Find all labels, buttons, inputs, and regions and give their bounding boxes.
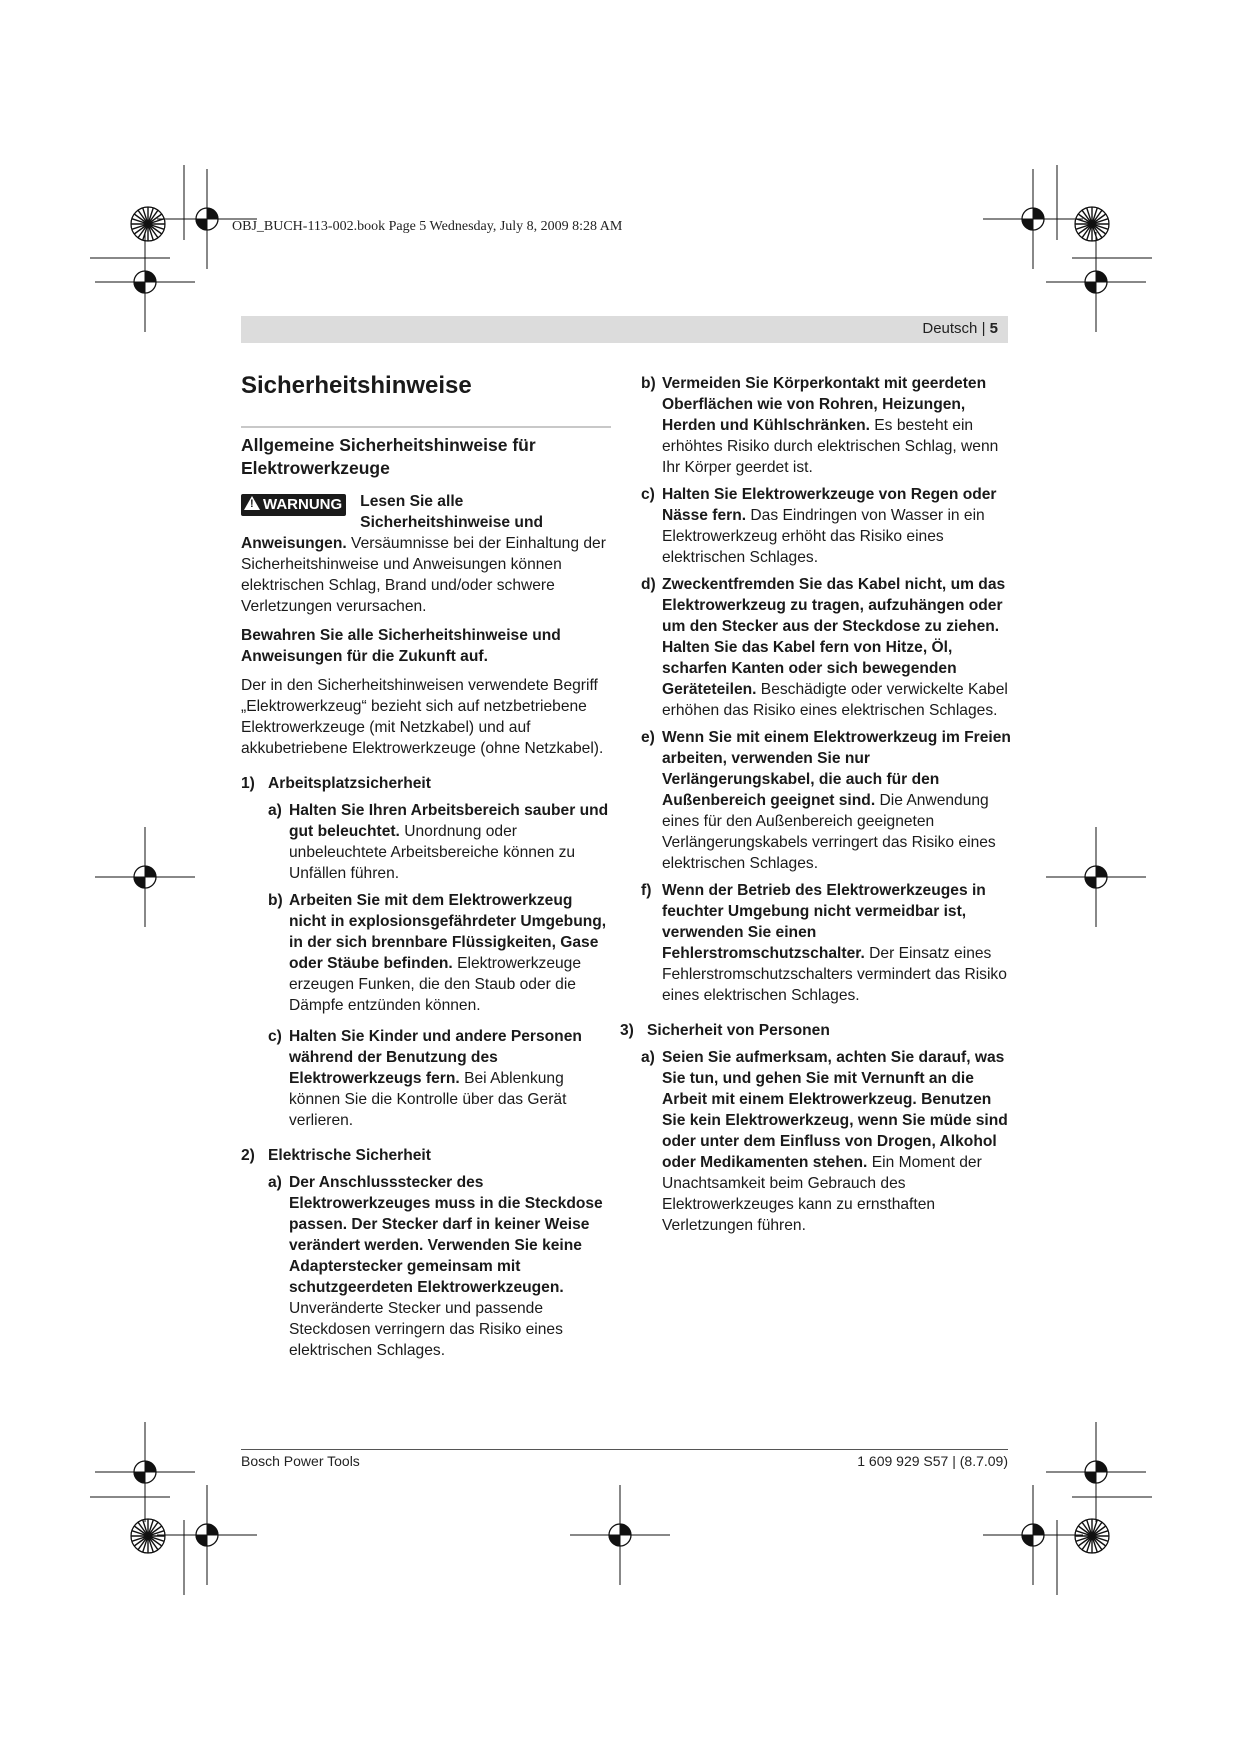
footer-brand: Bosch Power Tools bbox=[241, 1453, 360, 1469]
warning-triangle-icon: ! bbox=[244, 496, 260, 510]
list-item: d) Zweckentfremden Sie das Kabel nicht, um das Elektrowerkzeug zu tragen, aufzuhängen oder um den Stecker aus der Steckdose zu ziehen. Halten Sie das Kabel fern von Hitze, Öl, scharfen Kanten oder sich bewegenden Geräteteilen. Beschädigte oder verwickelte Kabel erhöhen das Risiko eines elektrischen Schlages. bbox=[641, 576, 1008, 719]
list-item: b) Vermeiden Sie Körperkontakt mit geerdeten Oberflächen wie von Rohren, Heizungen, Herden und Kühlschränken. Es besteht ein erhöhtes Risiko durch elektrischen Schlag, wenn Ihr Körper geerdet ist. bbox=[641, 375, 999, 476]
header-language: Deutsch bbox=[922, 320, 978, 337]
header-separator: | bbox=[981, 320, 986, 337]
list-item: a) Der Anschlussstecker des Elektrowerkzeuges muss in die Steckdose passen. Der Stecker darf in keiner Weise verändert werden. Verwenden Sie keine Adapterstecker gemeinsam mit schutzgeerdeten Elektrowerkzeugen. Unveränderte Stecker und passende Steckdosen verringern das Risiko eines elektrischen Schlages. bbox=[268, 1174, 603, 1359]
left-column bbox=[241, 370, 611, 1367]
book-file-line: OBJ_BUCH-113-002.book Page 5 Wednesday, July 8, 2009 8:28 AM bbox=[232, 219, 623, 234]
warning-text: Versäumnisse bei der Einhaltung der Sicherheitshinweise und Anweisungen können elektrischen Schlag, Brand und/oder schwere Verletzungen verursachen. bbox=[241, 535, 606, 615]
warning-badge bbox=[241, 494, 346, 516]
page-header-text bbox=[922, 320, 998, 337]
warning-label: WARNUNG bbox=[263, 496, 343, 513]
header-page-number: 5 bbox=[989, 320, 998, 337]
section-subtitle: Allgemeine Sicherheitshinweise für Elektrowerkzeuge bbox=[241, 435, 536, 478]
list-item: a) Seien Sie aufmerksam, achten Sie darauf, was Sie tun, und gehen Sie mit Vernunft an die Arbeit mit einem Elektrowerkzeug. Benutzen Sie kein Elektrowerkzeug, wenn Sie müde sind oder unter dem Einfluss von Drogen, Alkohol oder Medikamenten stehen. Ein Moment der Unachtsamkeit beim Gebrauch des Elektrowerkzeuges kann zu ernsthaften Verletzungen führen. bbox=[641, 1049, 1008, 1234]
page-title: Sicherheitshinweise bbox=[241, 372, 472, 399]
right-column bbox=[620, 373, 1011, 1242]
warning-paragraph bbox=[241, 491, 611, 617]
list-item: c) Halten Sie Elektrowerkzeuge von Regen oder Nässe fern. Das Eindringen von Wasser in ein Elektrowerkzeug erhöht das Risiko eines elektrischen Schlages. bbox=[641, 486, 997, 566]
warning-bold-text: Lesen Sie alle Sicherheitshinweise und Anweisungen. bbox=[241, 493, 544, 552]
section-3-heading: 3) Sicherheit von Personen bbox=[620, 1022, 830, 1039]
section-2-heading: 2) Elektrische Sicherheit bbox=[241, 1147, 431, 1164]
definition-paragraph: Der in den Sicherheitshinweisen verwendete Begriff „Elektrowerkzeug“ bezieht sich auf netzbetriebene Elektrowerkzeuge (mit Netzkabel) und auf akkubetriebene Elektrowerkzeuge (ohne Netzkabel). bbox=[241, 677, 604, 757]
list-item: b) Arbeiten Sie mit dem Elektrowerkzeug nicht in explosionsgefährdeter Umgebung, in der sich brennbare Flüssigkeiten, Gase oder Stäube befinden. Elektrowerkzeuge erzeugen Funken, die den Staub oder die Dämpfe entzünden können. bbox=[268, 892, 607, 1014]
page-header-bar bbox=[241, 316, 1008, 343]
section-rule bbox=[241, 426, 611, 428]
keep-notice: Bewahren Sie alle Sicherheitshinweise und Anweisungen für die Zukunft auf. bbox=[241, 627, 561, 665]
list-item: c) Halten Sie Kinder und andere Personen während der Benutzung des Elektrowerkzeugs fern. Bei Ablenkung können Sie die Kontrolle über das Gerät verlieren. bbox=[268, 1028, 582, 1129]
list-item: a) Halten Sie Ihren Arbeitsbereich sauber und gut beleuchtet. Unordnung oder unbeleuchtete Arbeitsbereiche können zu Unfällen führen. bbox=[268, 802, 609, 882]
list-item: e) Wenn Sie mit einem Elektrowerkzeug im Freien arbeiten, verwenden Sie nur Verlängerungskabel, die auch für den Außenbereich geeignet sind. Die Anwendung eines für den Außenbereich geeigneten Verlängerungskabels verringert das Risiko eines elektrischen Schlages. bbox=[641, 729, 1011, 872]
section-1-heading: 1) Arbeitsplatzsicherheit bbox=[241, 775, 431, 792]
list-item: f) Wenn der Betrieb des Elektrowerkzeuges in feuchter Umgebung nicht vermeidbar ist, verwenden Sie einen Fehlerstromschutzschalter. Der Einsatz eines Fehlerstromschutzschalters vermindert das Risiko eines elektrischen Schlages. bbox=[641, 882, 1007, 1004]
footer-rule bbox=[241, 1449, 1008, 1450]
footer-doc-number: 1 609 929 S57 | (8.7.09) bbox=[857, 1453, 1008, 1469]
